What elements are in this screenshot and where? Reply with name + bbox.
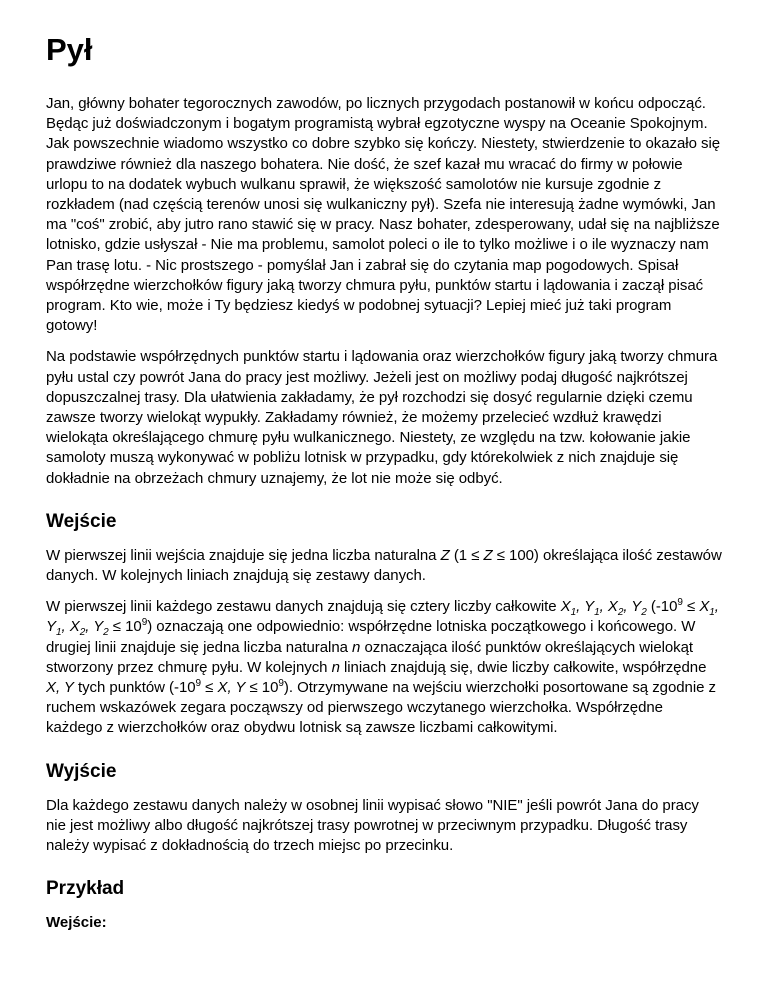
example-heading: Przykład <box>46 878 125 900</box>
example-input-label: Wejście: <box>46 914 107 932</box>
page-title: Pył <box>46 32 93 67</box>
output-paragraph: Dla każdego zestawu danych należy w osobnej linii wypisać słowo "NIE" jeśli powrót Jana do pracy nie jest możliwy albo długość najkrótszej trasy powrotnej w przeciwnym przypadku. Długość trasy należy wypisać z dokładnością do trzech miejsc po przecinku. <box>46 796 699 855</box>
input-paragraph-2: W pierwszej linii każdego zestawu danych znajdują się cztery liczby całkowite $X_1$, $Y_1$, $X_2$, $Y_2$ ($-10^9 \le X_1$, $Y_1$, $X_2$, $Y_2 \le 10^9$) oznaczają one odpowiednio: współrzędne lotniska początkowego i końcowego. W drugiej linii znajduje się jedna liczba naturalna n oznaczająca ilość punktów określających wielokąt stworzony przez chmurę pyłu. W kolejnych n liniach znajdują się, dwie liczby całkowite, współrzędne X, Y tych punktów ($-10^9 \le X$, $Y \le 10^9$). Otrzymywane na wejściu wierzchołki posortowane są zgodnie z ruchem wskazówek zegara począwszy od pierwszego wczytanego wierzchołka. Współrzędne każdego z wierzchołków oraz obydwu lotnisk są zawsze liczbami całkowitymi. <box>46 597 719 737</box>
intro-paragraph-1: Jan, główny bohater tegorocznych zawodów, po licznych przygodach postanowił w końcu odpocząć. Będąc już doświadczonym i bogatym programistą wybrał egzotyczne wyspy na Oceanie Spokojnym. Jak powszechnie wiadomo wszystko co dobre szybko się kończy. Niestety, stwierdzenie to okazało się prawdziwe również dla naszego bohatera. Nie dość, że szef kazał mu wracać do firmy w połowie urlopu to na dodatek wybuch wulkanu sprawił, że większość samolotów nie kursuje zgodnie z rozkładem (nad częścią terenów unosi się wulkaniczny pył). Szefa nie interesują żadne wymówki, Jan ma "coś" zrobić, aby jutro rano stawić się w pracy. Nasz bohater, zdesperowany, udał się na najbliższe lotnisko, gdzie usłyszał - Nie ma problemu, samolot poleci o ile to tylko możliwe i o ile wyznaczy nam Pan trasę lotu. - Nic prostszego - pomyślał Jan i zabrał się do czytania map pogodowych. Spisał współrzędne wierzchołków figury jaką tworzy chmura pyłu, punktów startu i lądowania i zaczął pisać program. Kto wie, może i Ty będziesz kiedyś w podobnej sytuacji? Lepiej mieć już taki program gotowy! <box>46 95 721 335</box>
input-paragraph-1: W pierwszej linii wejścia znajduje się jedna liczba naturalna Z (1 ≤ Z ≤ 100) określająca ilość zestawów danych. W kolejnych liniach znajdują się zestawy danych. <box>46 546 722 585</box>
intro-paragraph-2: Na podstawie współrzędnych punktów startu i lądowania oraz wierzchołków figury jaką tworzy chmura pyłu ustal czy powrót Jana do pracy jest możliwy. Jeżeli jest on możliwy podaj długość najkrótszej dopuszczalnej trasy. Dla ułatwienia zakładamy, że pył rozchodzi się dosyć regularnie dzięki czemu zawsze tworzy wielokąt wypukły. Zakładamy również, że możemy przelecieć wzdłuż krawędzi wielokąta określającego chmurę pyłu wulkanicznego. Niestety, ze względu na tzw. kołowanie jakie samoloty muszą wykonywać w pobliżu lotnisk w przypadku, gdy którekolwiek z nich znajduje się dokładnie na obrzeżach chmury uznajemy, że lot nie może się odbyć. <box>46 348 718 487</box>
output-heading: Wyjście <box>46 760 117 782</box>
input-heading: Wejście <box>46 510 117 532</box>
